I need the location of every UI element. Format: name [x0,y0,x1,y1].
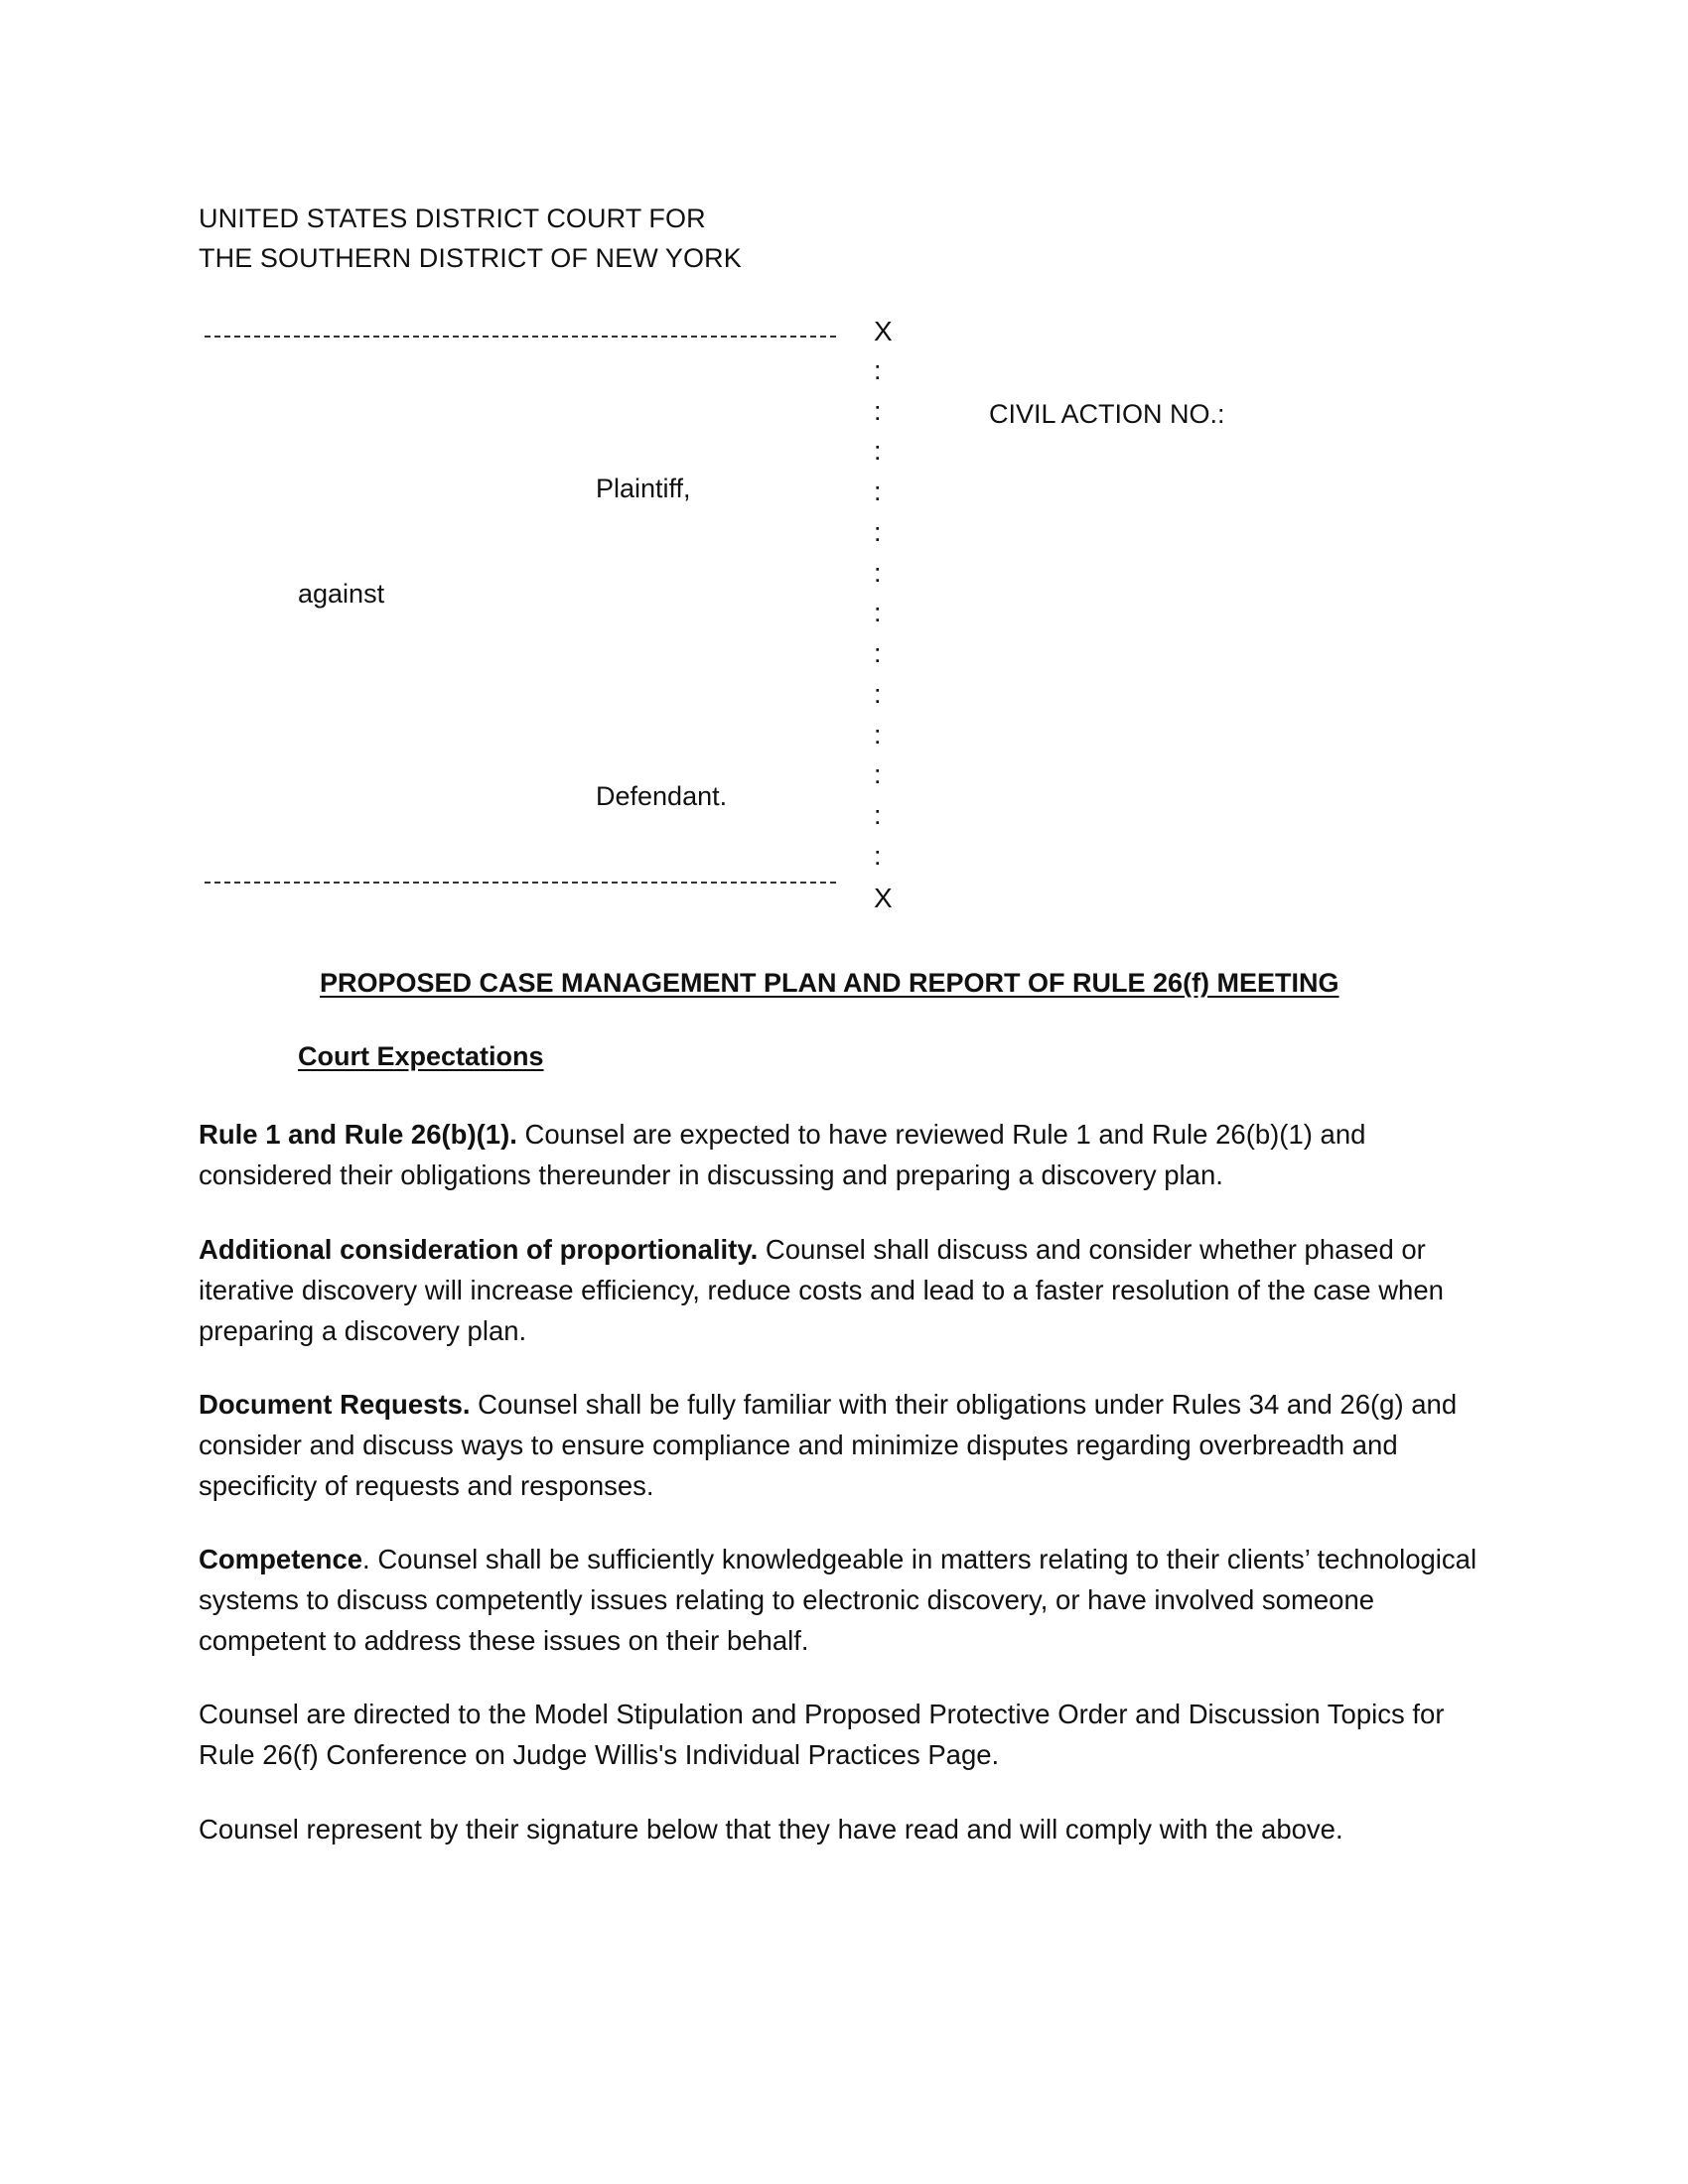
caption-bottom-rule [205,882,836,884]
caption-colon: : [874,679,882,709]
document-title: PROPOSED CASE MANAGEMENT PLAN AND REPORT OF RULE 26(f) MEETING [320,968,1339,998]
section-heading: Court Expectations [298,1041,544,1071]
caption-colon: : [874,759,882,789]
paragraph-competence [199,1539,1499,1661]
paragraph-document-requests [199,1384,1499,1506]
caption-colon: : [874,720,882,750]
paragraph-lead: Rule 1 and Rule 26(b)(1). [199,1119,517,1150]
paragraph-text: Counsel shall discuss and consider whether phased or iterative discovery will increase efficiency, reduce costs and lead to a faster resolution of the case when preparing a discovery plan. [199,1234,1444,1346]
against-label: against [298,579,385,609]
caption-colon: : [874,517,882,547]
caption-x-top: X [874,316,893,346]
civil-action-label: CIVIL ACTION NO.: [989,399,1225,429]
caption-colon: : [874,558,882,588]
paragraph-proportionality [199,1229,1499,1351]
paragraph-signature-representation [199,1809,1499,1849]
paragraph-text: Counsel shall be fully familiar with their obligations under Rules 34 and 26(g) and consider and discuss ways to ensure compliance and minimize disputes regarding overbreadth and specificity of requests and responses. [199,1389,1458,1501]
caption-x-bottom: X [874,883,893,913]
paragraph-text: Counsel are expected to have reviewed Rule 1 and Rule 26(b)(1) and considered their obligations thereunder in discussing and preparing a discovery plan. [199,1119,1366,1190]
caption-colon: : [874,800,882,830]
paragraph-rule-1 [199,1114,1499,1195]
paragraph-text: . Counsel shall be sufficiently knowledgeable in matters relating to their clients’ technological systems to discuss competently issues relating to electronic discovery, or have involved someone competent to address these issues on their behalf. [199,1544,1477,1656]
paragraph-lead: Additional consideration of proportionality. [199,1234,759,1265]
court-name-line-1: UNITED STATES DISTRICT COURT FOR [199,204,706,233]
caption-colon: : [874,598,882,627]
court-name-line-2: THE SOUTHERN DISTRICT OF NEW YORK [199,243,742,273]
paragraph-text: Counsel are directed to the Model Stipulation and Proposed Protective Order and Discussion Topics for Rule 26(f) Conference on Judge Willis's Individual Practices Page. [199,1699,1445,1770]
paragraph-lead: Competence [199,1544,363,1574]
caption-colon: : [874,436,882,466]
paragraph-text: Counsel represent by their signature below that they have read and will comply with the above. [199,1814,1343,1844]
defendant-label: Defendant. [596,781,728,811]
caption-colon: : [874,355,882,385]
caption-colon: : [874,477,882,506]
caption-colon: : [874,841,882,871]
caption-top-rule [205,336,836,338]
paragraph-model-stipulation [199,1694,1499,1775]
plaintiff-label: Plaintiff, [596,474,691,503]
caption-colon: : [874,638,882,668]
caption-colon: : [874,396,882,426]
paragraph-lead: Document Requests. [199,1389,471,1420]
